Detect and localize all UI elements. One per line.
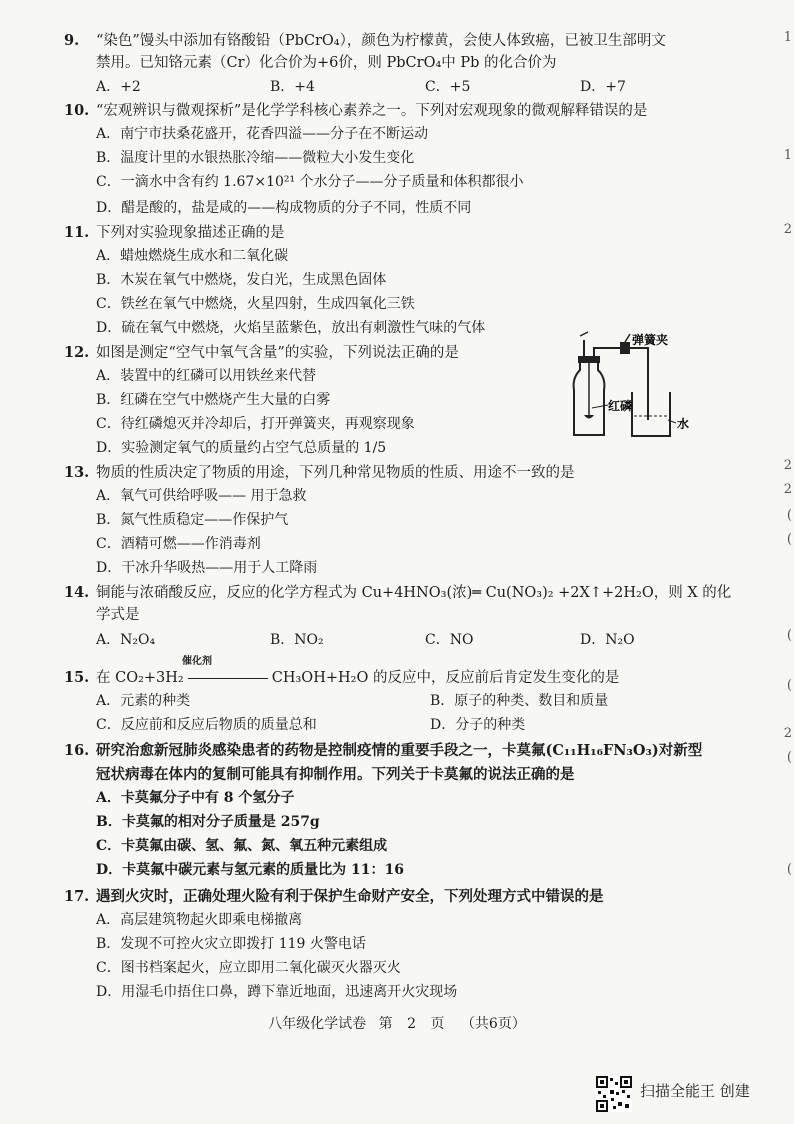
- question-14-stem-2: 学式是: [96, 607, 140, 623]
- figure-phosphorus-label: 红磷: [608, 399, 633, 413]
- option-13b: B．氮气性质稳定——作保护气: [96, 512, 289, 528]
- edge-mark: 2: [783, 222, 792, 237]
- question-13: 13. 物质的性质决定了物质的用途，下列几种常见物质的性质、用途不一致的是: [64, 464, 575, 481]
- edge-mark: (: [786, 628, 792, 643]
- option-15c: C．反应前和反应后物质的质量总和: [96, 717, 317, 733]
- option-9a: A．+2: [96, 79, 141, 95]
- option-15b: B．原子的种类、数目和质量: [430, 693, 609, 709]
- option-10a: A．南宁市扶桑花盛开，花香四溢——分子在不断运动: [96, 126, 429, 142]
- footer-page-num: 2: [407, 1016, 416, 1032]
- option-12c: C．待红磷熄灭并冷却后，打开弹簧夹，再观察现象: [96, 416, 415, 432]
- edge-mark: 2: [783, 482, 792, 497]
- option-14b: B．NO₂: [270, 632, 324, 648]
- edge-mark: (: [786, 862, 792, 877]
- option-13a: A．氧气可供给呼吸—— 用于急救: [96, 488, 307, 504]
- page-footer: [0, 1013, 794, 1033]
- option-15a: A．元素的种类: [96, 693, 191, 709]
- footer-page-suffix: 页: [430, 1016, 445, 1032]
- option-11c: C．铁丝在氧气中燃烧，火星四射，生成四氧化三铁: [96, 296, 415, 312]
- figure-clip-label: 弹簧夹: [632, 333, 669, 347]
- oxygen-experiment-figure: [560, 330, 710, 450]
- option-11a: A．蜡烛燃烧生成水和二氧化碳: [96, 248, 289, 264]
- option-16b: B．卡莫氟的相对分子质量是 257g: [96, 814, 320, 830]
- question-16-stem-1: 研究治愈新冠肺炎感染患者的药物是控制疫情的重要手段之一，卡莫氟(C₁₁H₁₆FN₃O₃)对新型: [96, 742, 703, 759]
- footer-course: 八年级化学试卷: [268, 1016, 367, 1032]
- question-15-stem-a: 在 CO₂+3H₂: [96, 670, 184, 686]
- question-12: 12. 如图是测定“空气中氧气含量”的实验，下列说法正确的是: [64, 344, 459, 361]
- question-11: 11. 下列对实验现象描述正确的是: [64, 224, 285, 241]
- edge-mark: (: [786, 678, 792, 693]
- question-10-stem: “宏观辨识与微观探析”是化学学科核心素养之一。下列对宏观现象的微观解释错误的是: [96, 103, 648, 119]
- option-17a: A．高层建筑物起火即乘电梯撤离: [96, 912, 303, 928]
- question-11-stem: 下列对实验现象描述正确的是: [96, 225, 285, 241]
- question-14: 14. 铜能与浓硝酸反应，反应的化学方程式为 Cu+4HNO₃(浓)═ Cu(NO₃)₂ +2X↑+2H₂O，则 X 的化: [64, 584, 732, 601]
- option-10b: B．温度计里的水银热胀冷缩——微粒大小发生变化: [96, 150, 415, 166]
- catalyst-arrow: [188, 678, 268, 679]
- option-9c: C．+5: [425, 79, 471, 95]
- option-14a: A．N₂O₄: [96, 632, 156, 648]
- question-15: 15. 在 CO₂+3H₂ CH₃OH+H₂O 的反应中，反应前后肯定发生变化的是: [64, 669, 620, 686]
- option-16a: A．卡莫氟分子中有 8 个氢分子: [96, 790, 295, 806]
- option-12a: A．装置中的红磷可以用铁丝来代替: [96, 368, 317, 384]
- option-13c: C．酒精可燃——作消毒剂: [96, 536, 261, 552]
- figure-water-label: 水: [677, 417, 690, 431]
- footer-page-prefix: 第: [378, 1016, 393, 1032]
- option-17d: D．用湿毛巾捂住口鼻，蹲下靠近地面，迅速离开火灾现场: [96, 984, 458, 1000]
- question-17: 17. 遇到火灾时，正确处理火险有利于保护生命财产安全，下列处理方式中错误的是: [64, 888, 604, 905]
- option-10c: C．一滴水中含有约 1.67×10²¹ 个水分子——分子质量和体积都很小: [96, 174, 524, 190]
- option-12d: D．实验测定氧气的质量约占空气总质量的 1/5: [96, 440, 387, 456]
- edge-mark: 2: [783, 726, 792, 741]
- question-14-stem-1: 铜能与浓硝酸反应，反应的化学方程式为 Cu+4HNO₃(浓)═ Cu(NO₃)₂ +2X↑+2H₂O，则 X 的化: [96, 585, 732, 601]
- question-9-stem-2: 禁用。已知铬元素（Cr）化合价为+6价，则 PbCrO₄中 Pb 的化合价为: [96, 55, 557, 71]
- edge-mark: 2: [783, 458, 792, 473]
- question-10: 10. “宏观辨识与微观探析”是化学学科核心素养之一。下列对宏观现象的微观解释错误的是: [64, 102, 648, 119]
- question-12-stem: 如图是测定“空气中氧气含量”的实验，下列说法正确的是: [96, 345, 459, 361]
- edge-mark: (: [786, 508, 792, 523]
- scanner-watermark: 扫描全能王 创建: [640, 1082, 750, 1100]
- question-9-stem-1: “染色”馒头中添加有铬酸铅（PbCrO₄），颜色为柠檬黄，会使人体致癌，已被卫生部明文: [96, 33, 666, 49]
- option-14c: C．NO: [425, 632, 474, 648]
- footer-total: （共6页）: [460, 1016, 526, 1032]
- option-16c: C．卡莫氟由碳、氢、氟、氮、氧五种元素组成: [96, 838, 388, 854]
- option-17b: B．发现不可控火灾立即拨打 119 火警电话: [96, 936, 366, 952]
- option-13d: D．干冰升华吸热——用于人工降雨: [96, 560, 318, 576]
- option-17c: C．图书档案起火，应立即用二氧化碳灭火器灭火: [96, 960, 401, 976]
- catalyst-label: 催化剂: [182, 656, 212, 667]
- option-15d: D．分子的种类: [430, 717, 526, 733]
- option-11b: B．木炭在氧气中燃烧，发白光，生成黑色固体: [96, 272, 387, 288]
- question-9: 9. “染色”馒头中添加有铬酸铅（PbCrO₄），颜色为柠檬黄，会使人体致癌，已被卫生部明文: [64, 32, 666, 49]
- option-12b: B．红磷在空气中燃烧产生大量的白雾: [96, 392, 331, 408]
- question-16: 16. 研究治愈新冠肺炎感染患者的药物是控制疫情的重要手段之一，卡莫氟(C₁₁H₁₆FN₃O₃)对新型: [64, 742, 703, 759]
- option-9d: D．+7: [580, 79, 626, 95]
- option-9b: B．+4: [270, 79, 315, 95]
- option-11d: D．硫在氧气中燃烧，火焰呈蓝紫色，放出有刺激性气味的气体: [96, 320, 486, 336]
- edge-mark: 1: [783, 148, 792, 163]
- edge-mark: 1: [783, 30, 792, 45]
- question-16-stem-2: 冠状病毒在体内的复制可能具有抑制作用。下列关于卡莫氟的说法正确的是: [96, 766, 575, 783]
- edge-mark: (: [786, 532, 792, 547]
- option-14d: D．N₂O: [580, 632, 635, 648]
- edge-mark: (: [786, 750, 792, 765]
- option-16d: D．卡莫氟中碳元素与氢元素的质量比为 11：16: [96, 862, 404, 878]
- question-15-stem-b: CH₃OH+H₂O 的反应中，反应前后肯定发生变化的是: [271, 670, 620, 686]
- qr-code-icon: [596, 1076, 632, 1112]
- option-10d: D．醋是酸的，盐是咸的——构成物质的分子不同，性质不同: [96, 200, 472, 216]
- question-13-stem: 物质的性质决定了物质的用途，下列几种常见物质的性质、用途不一致的是: [96, 465, 575, 481]
- question-17-stem: 遇到火灾时，正确处理火险有利于保护生命财产安全，下列处理方式中错误的是: [96, 888, 604, 905]
